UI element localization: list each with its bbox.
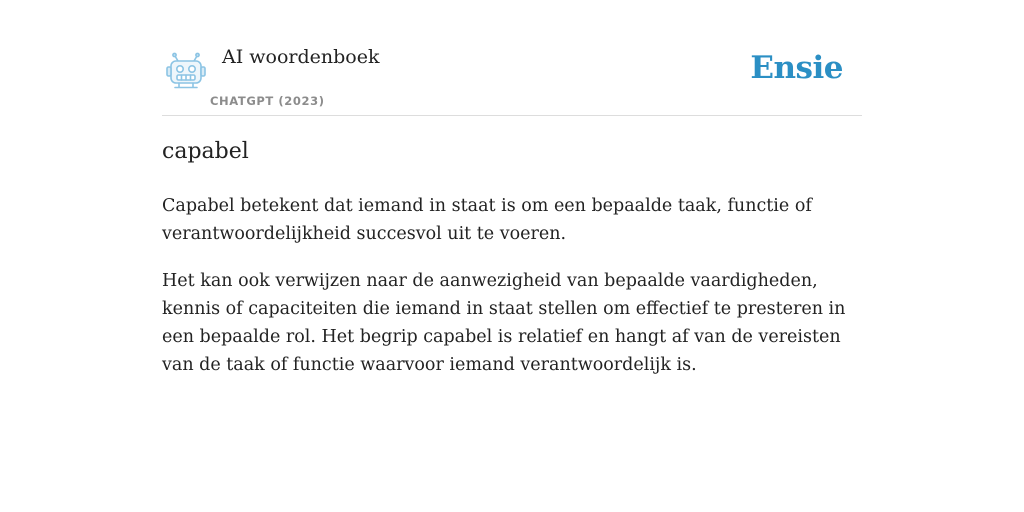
definition-paragraph-2: Het kan ook verwijzen naar de aanwezigheid van bepaalde vaardigheden, kennis of capaciteiten die iemand in staat stellen om effectief te presteren in een bepaalde rol. Het begrip capabel is relatief en hangt af van de vereisten van de taak of functie waarvoor iemand verantwoordelijk is. <box>162 271 846 375</box>
entry-term: capabel <box>162 139 249 164</box>
site-subtitle: CHATGPT (2023) <box>210 94 325 108</box>
header <box>162 0 862 116</box>
site-title[interactable]: AI woordenboek <box>222 46 380 68</box>
definition-paragraph-1: Capabel betekent dat iemand in staat is om een bepaalde taak, functie of verantwoordelijkheid succesvol uit te voeren. <box>162 196 812 244</box>
brand-logo-link[interactable]: Ensie <box>750 50 843 86</box>
page-container <box>162 0 862 375</box>
robot-icon <box>165 52 207 90</box>
